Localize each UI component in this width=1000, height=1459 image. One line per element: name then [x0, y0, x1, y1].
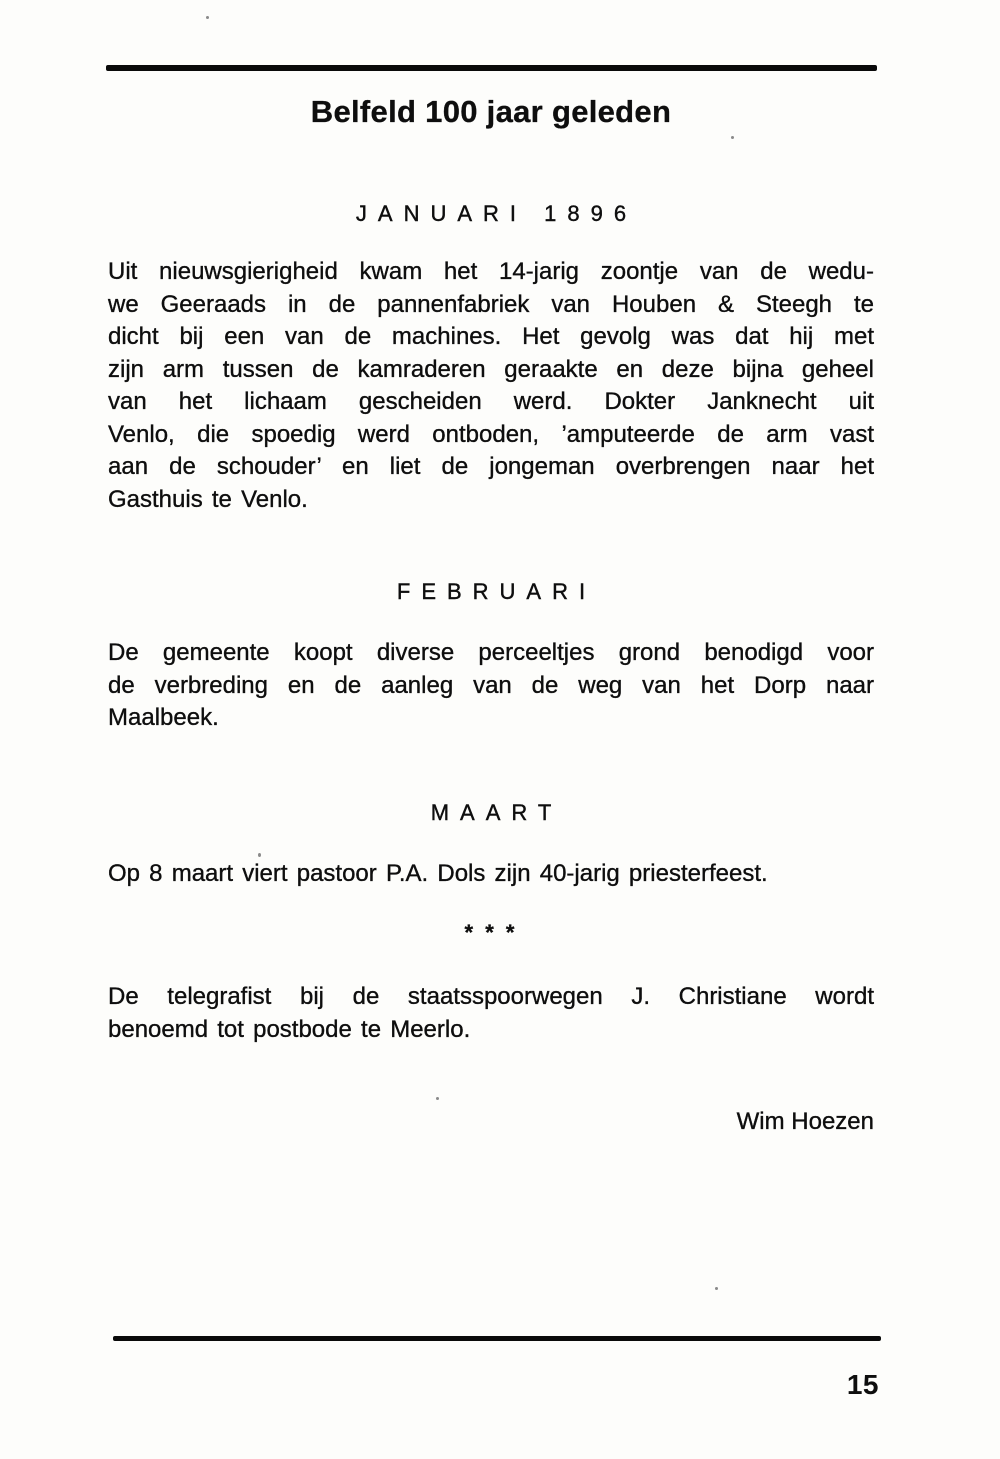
- section-heading-maart: MAART: [430, 800, 563, 825]
- section-heading-februari: FEBRUARI: [396, 579, 597, 604]
- text-line: de verbreding en de aanleg van de weg van het Dorp naar: [108, 671, 874, 699]
- bottom-rule: [113, 1336, 881, 1341]
- paragraph-telegrafist: [108, 981, 874, 1046]
- paragraph-februari: [108, 637, 874, 735]
- top-rule: [106, 65, 877, 71]
- text-line: Venlo, die spoedig werd ontboden, ’amputeerde de arm vast: [108, 420, 874, 448]
- text-line: zijn arm tussen de kamraderen geraakte en deze bijna geheel: [108, 355, 874, 383]
- section-heading-januari: JANUARI 1896: [355, 201, 638, 226]
- author-signature: Wim Hoezen: [736, 1108, 874, 1135]
- scan-speck: [258, 853, 261, 857]
- text-line: De telegrafist bij de staatsspoorwegen J. Christiane wordt: [108, 983, 874, 1010]
- text-line: De gemeente koopt diverse perceeltjes grond benodigd voor: [108, 639, 874, 666]
- paragraph-maart: [108, 858, 874, 891]
- text-line: van het lichaam gescheiden werd. Dokter Janknecht uit: [108, 388, 874, 415]
- page-number: 15: [846, 1369, 879, 1400]
- text-line: we Geeraads in de pannenfabriek van Houben & Steegh te: [108, 290, 874, 318]
- text-line: Uit nieuwsgierigheid kwam het 14-jarig zoontje van de wedu-: [108, 258, 874, 285]
- scan-speck: [436, 1097, 439, 1100]
- asterisk-separator: * * *: [464, 920, 518, 945]
- text-line: Op 8 maart viert pastoor P.A. Dols zijn 40-jarig priesterfeest.: [108, 860, 768, 887]
- scan-speck: [731, 136, 734, 139]
- paragraph-januari: [108, 256, 874, 516]
- text-line: benoemd tot postbode te Meerlo.: [108, 1015, 471, 1043]
- text-line: Maalbeek.: [108, 704, 219, 731]
- text-line: Gasthuis te Venlo.: [108, 485, 308, 513]
- scan-speck: [715, 1287, 718, 1290]
- scan-speck: [206, 16, 209, 19]
- page-title: Belfeld 100 jaar geleden: [310, 94, 672, 129]
- text-line: dicht bij een van de machines. Het gevolg was dat hij met: [108, 323, 874, 350]
- text-line: aan de schouder’ en liet de jongeman overbrengen naar het: [108, 453, 874, 480]
